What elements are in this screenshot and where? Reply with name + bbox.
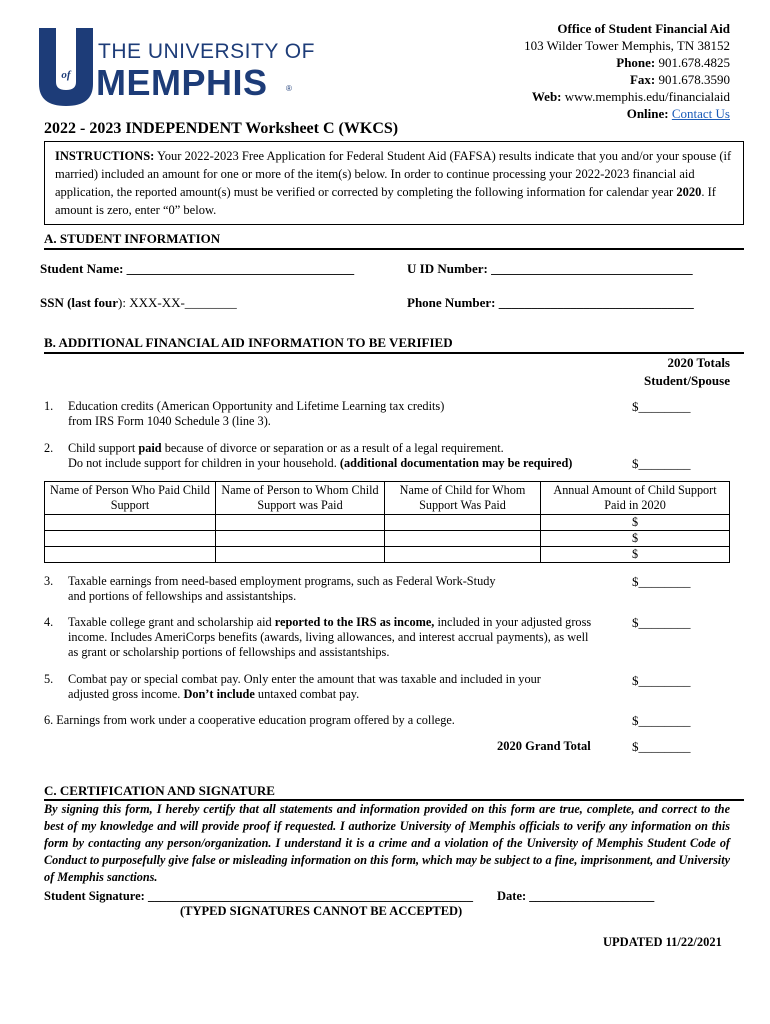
office-phone — [524, 54, 730, 71]
item-4-amount[interactable]: $________ — [632, 615, 691, 630]
web-value: www.memphis.edu/financialaid — [564, 89, 730, 104]
grand-total-label: 2020 Grand Total — [497, 739, 591, 753]
item-5-text — [68, 672, 541, 702]
totals-header — [600, 354, 730, 390]
student-signature-field[interactable]: Student Signature: ____________________________________________________ — [44, 889, 473, 903]
table-row — [45, 547, 730, 563]
item-6-amount[interactable]: $________ — [632, 713, 691, 728]
item-3-line-2: and portions of fellowships and assistantships. — [68, 589, 297, 603]
item-3-amount[interactable]: $________ — [632, 574, 691, 589]
section-a-title: A. STUDENT INFORMATION — [44, 231, 221, 246]
instructions-box — [44, 141, 744, 225]
item-4-line-2: income. Includes AmeriCorps benefits (awards, living allowances, and interest accrual payments), as well — [68, 630, 589, 644]
payer-cell[interactable] — [45, 515, 216, 531]
logo-of-text: of — [61, 69, 71, 81]
item-2-paid: paid — [138, 441, 162, 455]
logo-registered-mark: ® — [286, 84, 292, 93]
ssn-value: ): XXX-XX-________ — [118, 295, 237, 310]
item-5-line-2 — [68, 687, 541, 702]
item-4-line-1 — [68, 615, 591, 630]
office-address: 103 Wilder Tower Memphis, TN 38152 — [524, 38, 730, 53]
section-b-title: B. ADDITIONAL FINANCIAL AID INFORMATION TO BE VERIFIED — [44, 335, 453, 350]
item-1-line-1: Education credits (American Opportunity and Lifetime Learning tax credits) — [68, 399, 445, 413]
logo-line-1: THE UNIVERSITY OF — [98, 40, 315, 63]
table-row — [45, 531, 730, 547]
item-1-text — [68, 399, 444, 429]
item-2-line-1 — [68, 441, 572, 456]
col-payer: Name of Person Who Paid Child Support — [45, 482, 216, 515]
university-logo — [36, 26, 315, 108]
phone-value: 901.678.4825 — [658, 55, 730, 70]
col-payee: Name of Person to Whom Child Support was Paid — [216, 482, 385, 515]
item-1-line-2: from IRS Form 1040 Schedule 3 (line 3). — [68, 414, 271, 428]
payer-cell[interactable] — [45, 547, 216, 563]
typed-signature-note: (TYPED SIGNATURES CANNOT BE ACCEPTED) — [180, 904, 463, 918]
child-support-header-row — [45, 482, 730, 515]
payee-cell[interactable] — [216, 515, 385, 531]
office-name: Office of Student Financial Aid — [557, 21, 730, 36]
item-4-line-1-a: Taxable college grant and scholarship aid — [68, 615, 275, 629]
grand-total-amount[interactable]: $________ — [632, 739, 691, 754]
item-4 — [44, 615, 624, 663]
logo-line-2: MEMPHIS — [96, 62, 268, 103]
amount-cell[interactable]: $ — [541, 515, 730, 531]
phone-label: Phone: — [616, 55, 656, 70]
item-5 — [44, 672, 624, 704]
totals-header-line-2: Student/Spouse — [644, 373, 730, 388]
instructions-label: INSTRUCTIONS: — [55, 149, 155, 163]
item-4-text — [68, 615, 591, 660]
contact-us-link[interactable]: Contact Us — [671, 106, 730, 121]
child-cell[interactable] — [385, 531, 541, 547]
item-5-amount[interactable]: $________ — [632, 673, 691, 688]
payee-cell[interactable] — [216, 547, 385, 563]
item-5-dont-include: Don’t include — [183, 687, 255, 701]
instructions-year: 2020 — [676, 185, 702, 199]
section-c-title: C. CERTIFICATION AND SIGNATURE — [44, 783, 275, 798]
online-label: Online: — [626, 106, 669, 121]
phone-number-field[interactable]: Phone Number: ______________________________ — [407, 295, 694, 310]
item-5-line-2-a: adjusted gross income. — [68, 687, 184, 701]
item-5-line-1: Combat pay or special combat pay. Only enter the amount that was taxable and included in your — [68, 672, 541, 686]
totals-header-line-1: 2020 Totals — [667, 355, 730, 370]
u-of-m-mark — [36, 26, 96, 108]
table-row — [45, 515, 730, 531]
item-3-text — [68, 574, 496, 604]
item-2-line-1-c: because of divorce or separation or as a result of a legal requirement. — [161, 441, 504, 455]
office-web — [524, 88, 730, 105]
instructions-text: Your 2022-2023 Free Application for Federal Student Aid (FAFSA) results indicate that you and/or your spouse (if married) included an amount for one or more of the item(s) below. In order to continue processing your 2022-2023 financial aid application, the reported amount(s) must be verified or corrected by completing the following information for calendar year — [55, 149, 732, 199]
item-2-documentation-note: (additional documentation may be required) — [339, 456, 573, 470]
child-support-table — [44, 481, 730, 563]
item-1 — [44, 399, 604, 431]
item-5-line-2-c: untaxed combat pay. — [254, 687, 360, 701]
uid-number-field[interactable]: U ID Number: _______________________________ — [407, 261, 693, 276]
document-title: 2022 - 2023 INDEPENDENT Worksheet C (WKCS) — [44, 120, 399, 137]
item-2-line-2 — [68, 456, 572, 471]
payer-cell[interactable] — [45, 531, 216, 547]
child-cell[interactable] — [385, 547, 541, 563]
item-3-number: 3. — [44, 574, 54, 588]
item-3-line-1: Taxable earnings from need-based employment programs, such as Federal Work-Study — [68, 574, 496, 588]
item-4-reported: reported to the IRS as income, — [274, 615, 435, 629]
item-4-line-1-c: included in your adjusted gross — [434, 615, 592, 629]
amount-cell[interactable]: $ — [541, 531, 730, 547]
web-label: Web: — [531, 89, 562, 104]
office-fax — [524, 71, 730, 88]
contact-block — [524, 20, 730, 122]
item-4-number: 4. — [44, 615, 54, 629]
item-2 — [44, 441, 624, 473]
amount-cell[interactable]: $ — [541, 547, 730, 563]
section-a-rule — [44, 248, 744, 250]
item-2-amount[interactable]: $________ — [632, 456, 691, 471]
item-1-amount[interactable]: $________ — [632, 399, 691, 414]
ssn-field[interactable] — [40, 295, 237, 311]
col-child: Name of Child for Whom Support Was Paid — [385, 482, 541, 515]
payee-cell[interactable] — [216, 531, 385, 547]
fax-label: Fax: — [629, 72, 656, 87]
office-online — [524, 105, 730, 122]
date-field[interactable]: Date: ____________________ — [497, 889, 655, 903]
certification-statement: By signing this form, I hereby certify that all statements and information provided on this form are true, complete, and correct to the best of my knowledge and will provide proof if requested. I authorize University of Memphis officials to verify any information on this form by contacting any person/organization. I understand it is a crime and a violation of the University of Memphis Student Code of Conduct to purposefully give false or misleading information on this form, which may be subject to a fine, imprisonment, and University of Memphis sanctions. — [44, 802, 730, 884]
item-2-number: 2. — [44, 441, 54, 455]
item-6-text: 6. Earnings from work under a cooperative education program offered by a college. — [44, 713, 455, 727]
item-2-text — [68, 441, 572, 471]
updated-date: UPDATED 11/22/2021 — [603, 935, 722, 949]
item-1-number: 1. — [44, 399, 54, 413]
item-3 — [44, 574, 604, 606]
fax-value: 901.678.3590 — [658, 72, 730, 87]
instructions-text-end: . If amount is zero, enter “0” below. — [55, 185, 716, 217]
item-5-number: 5. — [44, 672, 54, 686]
item-2-line-1-a: Child support — [68, 441, 139, 455]
col-amount: Annual Amount of Child Support Paid in 2020 — [541, 482, 730, 515]
student-name-field[interactable]: Student Name: ___________________________________ — [40, 261, 355, 276]
child-cell[interactable] — [385, 515, 541, 531]
item-4-line-3: as grant or scholarship portions of fellowships and assistantships. — [68, 645, 390, 659]
item-2-line-2-a: Do not include support for children in your household. — [68, 456, 340, 470]
ssn-label: SSN (last four — [40, 295, 119, 310]
